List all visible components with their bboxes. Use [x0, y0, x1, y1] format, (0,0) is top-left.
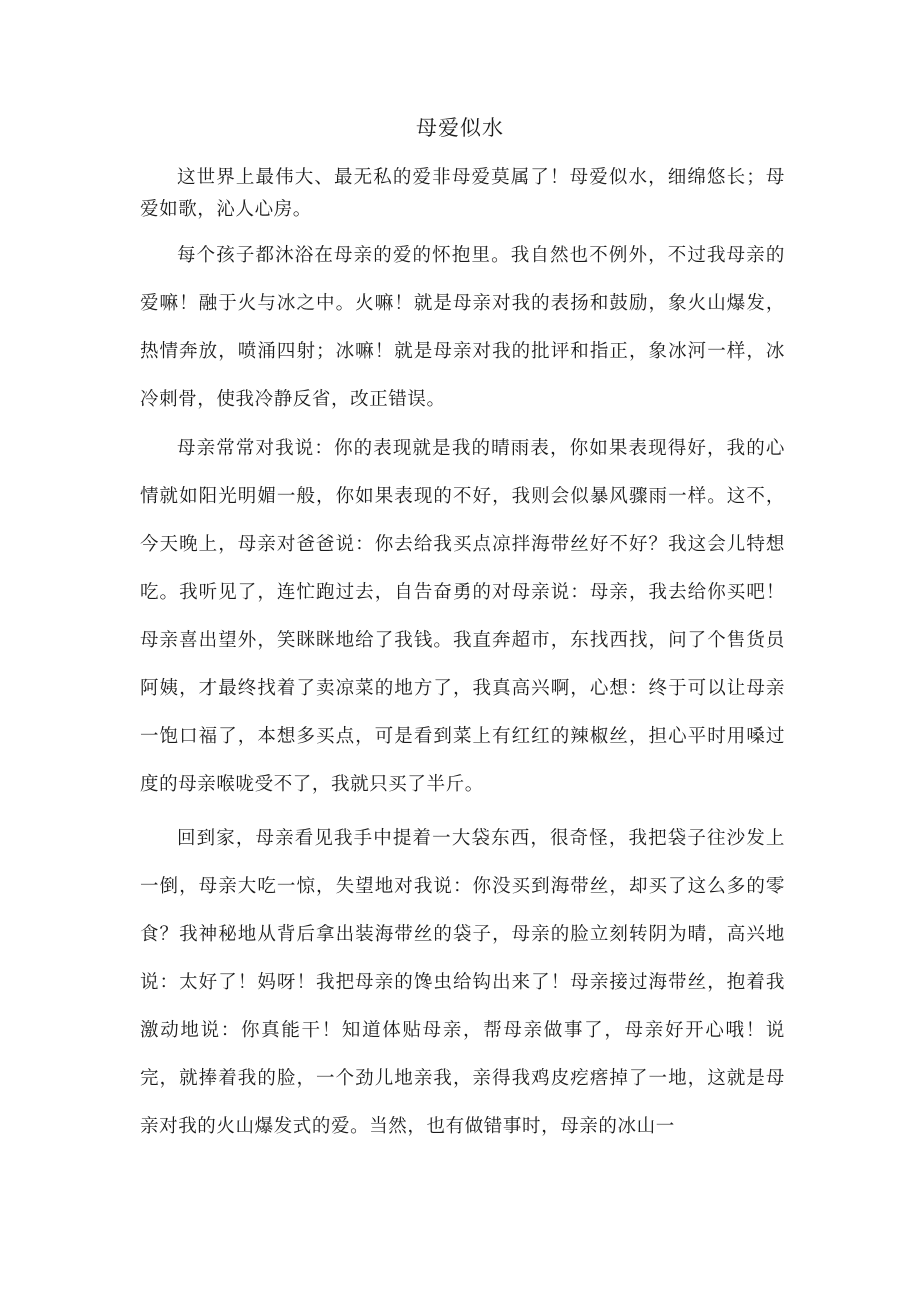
document-title: 母爱似水 [416, 116, 504, 140]
paragraph-4: 回到家，母亲看见我手中提着一大袋东西，很奇怪，我把袋子往沙发上一倒，母亲大吃一惊，失望地对我说：你没买到海带丝，却买了这么多的零食？我神秘地从背后拿出装海带丝的袋子，母亲的脸立刻转阴为晴，高兴地说：太好了！妈呀！我把母亲的馋虫给钩出来了！母亲接过海带丝，抱着我激动地说：你真能干！知道体贴母亲，帮母亲做事了，母亲好开心哦！说完，就捧着我的脸，一个劲儿地亲我，亲得我鸡皮疙瘩掉了一地，这就是母亲对我的火山爆发式的爱。当然，也有做错事时，母亲的冰山一 [140, 828, 785, 1137]
paragraph-3: 母亲常常对我说：你的表现就是我的晴雨表，你如果表现得好，我的心情就如阳光明媚一般，你如果表现的不好，我则会似暴风骤雨一样。这不，今天晚上，母亲对爸爸说：你去给我买点凉拌海带丝好不好？我这会儿特想吃。我听见了，连忙跑过去，自告奋勇的对母亲说：母亲，我去给你买吧！母亲喜出望外，笑眯眯地给了我钱。我直奔超市，东找西找，问了个售货员阿姨，才最终找着了卖凉菜的地方了，我真高兴啊，心想：终于可以让母亲一饱口福了，本想多买点，可是看到菜上有红红的辣椒丝，担心平时用嗓过度的母亲喉咙受不了，我就只买了半斤。 [140, 438, 785, 795]
paragraph-1: 这世界上最伟大、最无私的爱非母爱莫属了！母爱似水，细绵悠长；母爱如歌，沁人心房。 [140, 167, 785, 220]
paragraph-2: 每个孩子都沐浴在母亲的爱的怀抱里。我自然也不例外，不过我母亲的爱嘛！融于火与冰之中。火嘛！就是母亲对我的表扬和鼓励，象火山爆发，热情奔放，喷涌四射；冰嘛！就是母亲对我的批评和指正，象冰河一样，冰冷刺骨，使我冷静反省，改正错误。 [140, 245, 785, 410]
